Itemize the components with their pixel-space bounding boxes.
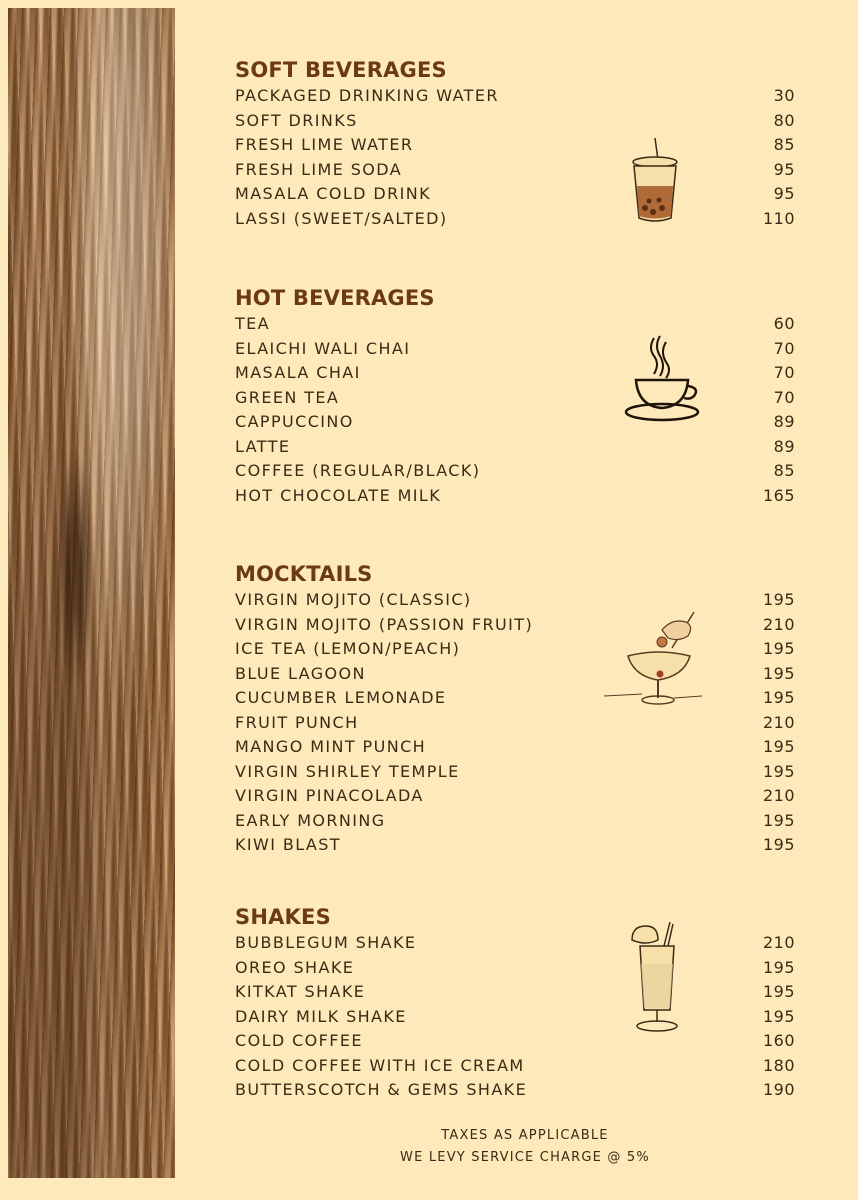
item-price: 70 <box>773 387 795 407</box>
menu-item <box>235 833 795 858</box>
item-name: PACKAGED DRINKING WATER <box>235 86 499 105</box>
item-price: 110 <box>762 208 795 228</box>
wood-texture-panel <box>8 8 175 1178</box>
menu-item <box>235 760 795 785</box>
menu-item <box>235 613 795 638</box>
item-list <box>235 84 795 231</box>
item-price: 85 <box>773 461 795 480</box>
item-price: 210 <box>762 786 795 805</box>
menu-item <box>235 435 795 460</box>
section-title: MOCKTAILS <box>235 562 373 586</box>
item-price: 195 <box>762 810 795 830</box>
menu-item <box>235 337 795 362</box>
item-price: 165 <box>762 485 795 505</box>
menu-item <box>235 956 795 981</box>
iced-drink-icon <box>625 136 685 224</box>
item-price: 70 <box>773 338 795 358</box>
menu-item <box>235 1054 795 1079</box>
taxes-note: TAXES AS APPLICABLE <box>441 1128 609 1143</box>
item-name: VIRGIN MOJITO (PASSION FRUIT) <box>235 614 534 634</box>
footer-notes <box>390 1125 660 1169</box>
menu-item <box>235 784 795 809</box>
item-list <box>235 931 795 1103</box>
item-price: 80 <box>773 110 795 130</box>
menu-item <box>235 484 795 509</box>
item-list <box>235 312 795 508</box>
section-title: SHAKES <box>235 905 331 929</box>
item-name: FRESH LIME WATER <box>235 135 414 154</box>
item-price: 195 <box>762 737 795 756</box>
menu-item <box>235 931 795 956</box>
item-price: 89 <box>773 412 795 431</box>
item-name: KITKAT SHAKE <box>235 982 366 1001</box>
menu-item <box>235 711 795 736</box>
item-price: 30 <box>773 86 795 105</box>
service-charge-note: WE LEVY SERVICE CHARGE @ 5% <box>400 1150 650 1165</box>
menu-item <box>235 386 795 411</box>
item-name: MASALA COLD DRINK <box>235 184 431 203</box>
menu-item <box>235 133 795 158</box>
item-name: ICE TEA (LEMON/PEACH) <box>235 639 461 658</box>
item-price: 190 <box>762 1080 795 1099</box>
menu-item <box>235 809 795 834</box>
item-name: CAPPUCCINO <box>235 412 354 431</box>
item-name: KIWI BLAST <box>235 835 341 854</box>
item-name: FRESH LIME SODA <box>235 159 403 179</box>
menu-item <box>235 361 795 386</box>
item-name: SOFT DRINKS <box>235 110 358 130</box>
menu-item <box>235 158 795 183</box>
menu-item <box>235 1029 795 1054</box>
item-name: LASSI (SWEET/SALTED) <box>235 208 448 228</box>
item-name: EARLY MORNING <box>235 810 386 830</box>
item-name: LATTE <box>235 436 291 456</box>
item-name: TEA <box>235 314 271 333</box>
section-title: HOT BEVERAGES <box>235 286 435 310</box>
item-name: BUBBLEGUM SHAKE <box>235 933 417 952</box>
item-price: 195 <box>762 688 795 707</box>
item-price: 89 <box>773 436 795 456</box>
menu-item <box>235 410 795 435</box>
item-price: 195 <box>762 761 795 781</box>
item-name: FRUIT PUNCH <box>235 712 359 732</box>
item-price: 195 <box>762 1006 795 1026</box>
item-name: COFFEE (REGULAR/BLACK) <box>235 461 481 480</box>
item-name: OREO SHAKE <box>235 957 355 977</box>
cocktail-glass-icon <box>602 608 706 710</box>
section-title: SOFT BEVERAGES <box>235 58 447 82</box>
menu-item <box>235 662 795 687</box>
section-soft-beverages <box>235 56 795 231</box>
item-name: VIRGIN PINACOLADA <box>235 786 424 805</box>
section-shakes <box>235 903 795 1103</box>
item-price: 195 <box>762 590 795 609</box>
menu-item <box>235 207 795 232</box>
item-price: 210 <box>762 933 795 952</box>
menu-item <box>235 588 795 613</box>
item-price: 160 <box>762 1031 795 1050</box>
item-price: 195 <box>762 639 795 658</box>
menu-item <box>235 459 795 484</box>
item-name: ELAICHI WALI CHAI <box>235 338 411 358</box>
item-name: MANGO MINT PUNCH <box>235 737 427 756</box>
item-price: 195 <box>762 663 795 683</box>
coffee-cup-icon <box>624 334 704 424</box>
menu-item <box>235 1078 795 1103</box>
menu-item <box>235 109 795 134</box>
item-price: 180 <box>762 1055 795 1075</box>
menu-item <box>235 182 795 207</box>
item-name: COLD COFFEE <box>235 1031 363 1050</box>
item-name: VIRGIN MOJITO (CLASSIC) <box>235 590 472 609</box>
item-price: 195 <box>762 982 795 1001</box>
item-name: VIRGIN SHIRLEY TEMPLE <box>235 761 460 781</box>
item-price: 195 <box>762 835 795 854</box>
menu-item <box>235 980 795 1005</box>
menu-item <box>235 637 795 662</box>
item-name: DAIRY MILK SHAKE <box>235 1006 407 1026</box>
item-name: BUTTERSCOTCH & GEMS SHAKE <box>235 1080 528 1099</box>
item-name: COLD COFFEE WITH ICE CREAM <box>235 1055 525 1075</box>
menu-item <box>235 84 795 109</box>
item-name: BLUE LAGOON <box>235 663 366 683</box>
item-name: GREEN TEA <box>235 387 340 407</box>
item-price: 210 <box>762 712 795 732</box>
item-name: HOT CHOCOLATE MILK <box>235 485 442 505</box>
menu-item <box>235 312 795 337</box>
menu-item <box>235 1005 795 1030</box>
section-hot-beverages <box>235 284 795 508</box>
item-name: MASALA CHAI <box>235 363 361 382</box>
item-price: 60 <box>773 314 795 333</box>
menu-item <box>235 686 795 711</box>
item-price: 210 <box>762 614 795 634</box>
milkshake-glass-icon <box>626 918 686 1036</box>
item-price: 95 <box>773 159 795 179</box>
item-list <box>235 588 795 858</box>
item-price: 85 <box>773 135 795 154</box>
item-price: 95 <box>773 184 795 203</box>
item-price: 70 <box>773 363 795 382</box>
menu-item <box>235 735 795 760</box>
section-mocktails <box>235 560 795 858</box>
item-price: 195 <box>762 957 795 977</box>
item-name: CUCUMBER LEMONADE <box>235 688 447 707</box>
